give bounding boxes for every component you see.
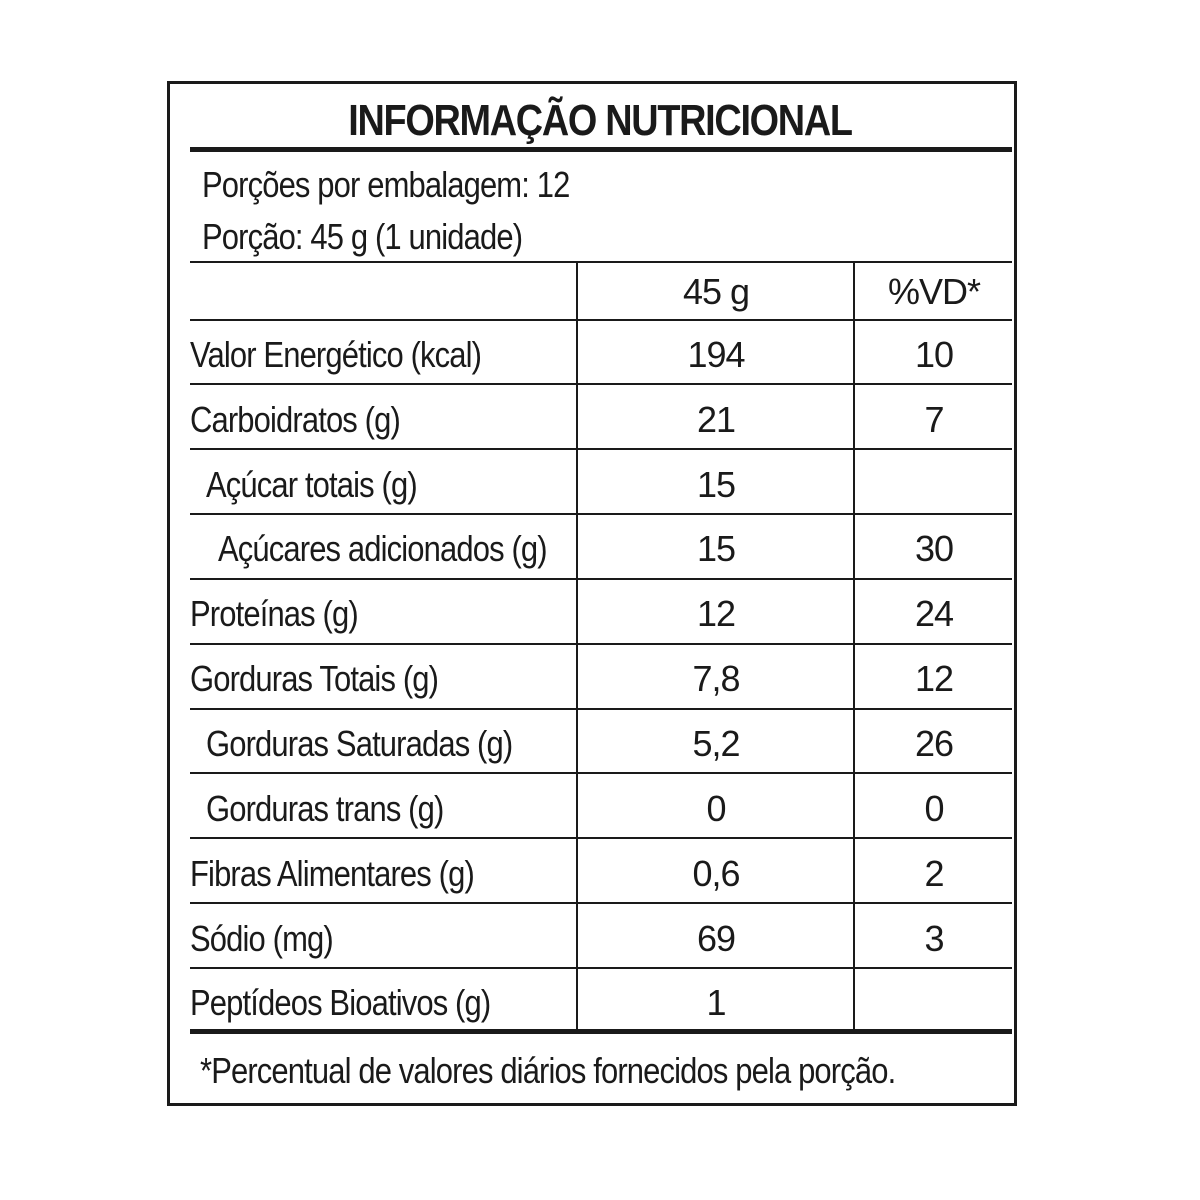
column-divider-right bbox=[853, 262, 855, 1030]
serving-divider bbox=[190, 261, 1012, 263]
row-divider bbox=[190, 448, 1012, 450]
nutrient-dv: 10 bbox=[914, 334, 954, 375]
amount-column-header: 45 g bbox=[682, 271, 750, 312]
nutrition-title: INFORMAÇÃO NUTRICIONAL bbox=[348, 96, 852, 145]
servings-per-package: Porções por embalagem: 12 bbox=[202, 164, 570, 205]
nutrient-dv: 24 bbox=[914, 593, 954, 634]
nutrient-name: Peptídeos Bioativos (g) bbox=[190, 982, 491, 1023]
footnote-divider bbox=[190, 1029, 1012, 1034]
nutrient-dv: 7 bbox=[924, 399, 944, 440]
dv-column-header: %VD* bbox=[887, 271, 981, 312]
nutrient-amount: 69 bbox=[696, 918, 736, 959]
row-divider bbox=[190, 643, 1012, 645]
row-divider bbox=[190, 902, 1012, 904]
nutrient-name: Açúcares adicionados (g) bbox=[218, 528, 547, 569]
nutrient-dv: 3 bbox=[924, 918, 944, 959]
nutrient-amount: 15 bbox=[696, 464, 736, 505]
nutrient-name: Fibras Alimentares (g) bbox=[190, 853, 474, 894]
nutrient-name: Gorduras Saturadas (g) bbox=[206, 723, 513, 764]
nutrient-amount: 194 bbox=[687, 334, 745, 375]
nutrient-amount: 5,2 bbox=[692, 723, 740, 764]
row-divider bbox=[190, 837, 1012, 839]
nutrient-amount: 7,8 bbox=[692, 658, 740, 699]
nutrient-name: Gorduras trans (g) bbox=[206, 788, 444, 829]
nutrient-dv: 0 bbox=[924, 788, 944, 829]
nutrient-name: Valor Energético (kcal) bbox=[190, 334, 482, 375]
row-divider bbox=[190, 708, 1012, 710]
nutrient-amount: 15 bbox=[696, 528, 736, 569]
nutrient-amount: 1 bbox=[706, 982, 726, 1023]
header-divider bbox=[190, 319, 1012, 321]
row-divider bbox=[190, 578, 1012, 580]
row-divider bbox=[190, 772, 1012, 774]
nutrient-name: Carboidratos (g) bbox=[190, 399, 400, 440]
serving-size: Porção: 45 g (1 unidade) bbox=[202, 216, 523, 257]
row-divider bbox=[190, 383, 1012, 385]
nutrient-dv: 26 bbox=[914, 723, 954, 764]
footnote: *Percentual de valores diários fornecidos pela porção. bbox=[200, 1050, 896, 1091]
row-divider bbox=[190, 967, 1012, 969]
nutrient-amount: 12 bbox=[696, 593, 736, 634]
nutrient-amount: 0,6 bbox=[692, 853, 740, 894]
row-divider bbox=[190, 513, 1012, 515]
column-divider-left bbox=[576, 262, 578, 1030]
nutrient-dv: 12 bbox=[914, 658, 954, 699]
title-divider bbox=[190, 147, 1012, 152]
nutrient-dv: 2 bbox=[924, 853, 944, 894]
nutrient-dv: 30 bbox=[914, 528, 954, 569]
nutrient-name: Proteínas (g) bbox=[190, 593, 358, 634]
nutrient-name: Açúcar totais (g) bbox=[206, 464, 417, 505]
nutrient-amount: 21 bbox=[696, 399, 736, 440]
nutrient-amount: 0 bbox=[706, 788, 726, 829]
nutrient-name: Gorduras Totais (g) bbox=[190, 658, 439, 699]
nutrient-name: Sódio (mg) bbox=[190, 918, 333, 959]
